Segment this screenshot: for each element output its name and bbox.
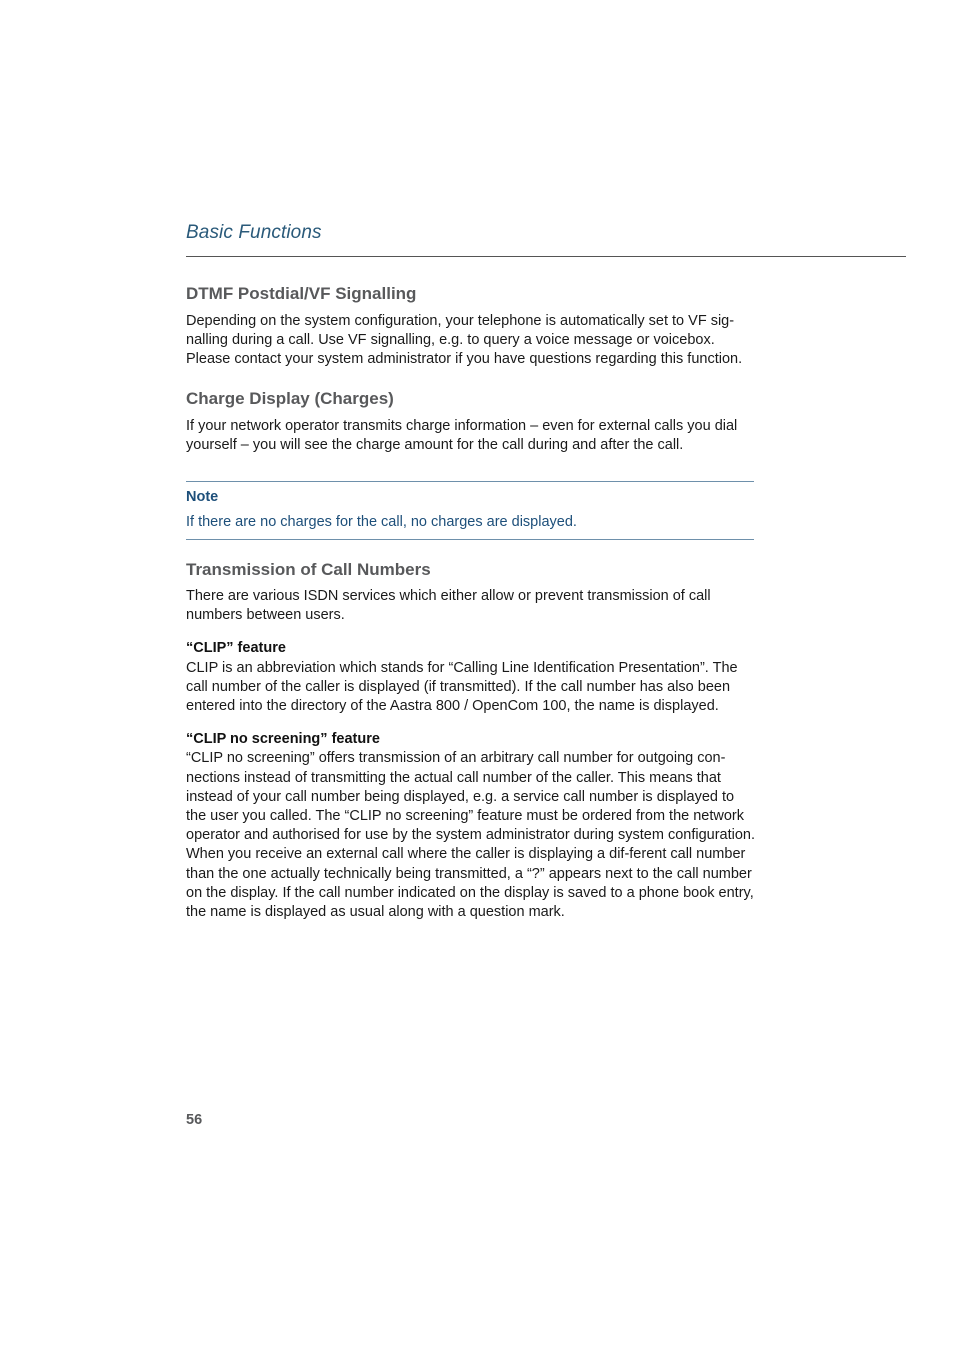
section-body-call-numbers: There are various ISDN services which either allow or prevent transmission of call numbers between users.: [186, 588, 711, 624]
header-divider: [186, 256, 906, 257]
note-label: Note: [186, 489, 219, 506]
page-content: [186, 283, 758, 922]
running-head-title: Basic Functions: [186, 222, 322, 243]
note-box: [186, 481, 754, 540]
section-title-dtmf: DTMF Postdial/VF Signalling: [186, 284, 417, 303]
subsection-body-clip-no-screening: “CLIP no screening” offers transmission of an arbitrary call number for outgoing con-nections instead of transmitting the actual call number of the caller. This means that instead of your call number being displayed, e.g. a service call number is displayed to the user you called. The “CLIP no screening” feature must be ordered from the network operator and authorised for use by the system administrator during system configuration. When you receive an external call where the caller is displaying a dif-ferent call number than the one actually technically being transmitted, a “?” appears next to the call number on the display. If the call number indicated on the display is saved to a phone book entry, the name is displayed as usual along with a question mark.: [186, 750, 756, 921]
note-text: If there are no charges for the call, no charges are displayed.: [186, 514, 577, 531]
subsection-title-clip-no-screening: “CLIP no screening” feature: [186, 731, 380, 748]
section-body-charge-display: If your network operator transmits charge information – even for external calls you dial yourself – you will see the charge amount for the call during and after the call.: [186, 417, 738, 453]
page-number: 56: [186, 1112, 203, 1128]
subsection-body-clip: CLIP is an abbreviation which stands for “Calling Line Identification Presentation”. The call number of the caller is displayed (if transmitted). If the call number has also been entered into the directory of the Aastra 800 / OpenCom 100, the name is displayed.: [186, 659, 738, 715]
section-title-charge-display: Charge Display (Charges): [186, 388, 394, 408]
section-title-call-numbers: Transmission of Call Numbers: [186, 560, 431, 580]
section-body-dtmf: Depending on the system configuration, your telephone is automatically set to VF sig-nalling during a call. Use VF signalling, e.g. to query a voice message or voicebox. Please contact your system administrator if you have questions regarding this function.: [186, 313, 743, 368]
subsection-title-clip: “CLIP” feature: [186, 640, 286, 657]
